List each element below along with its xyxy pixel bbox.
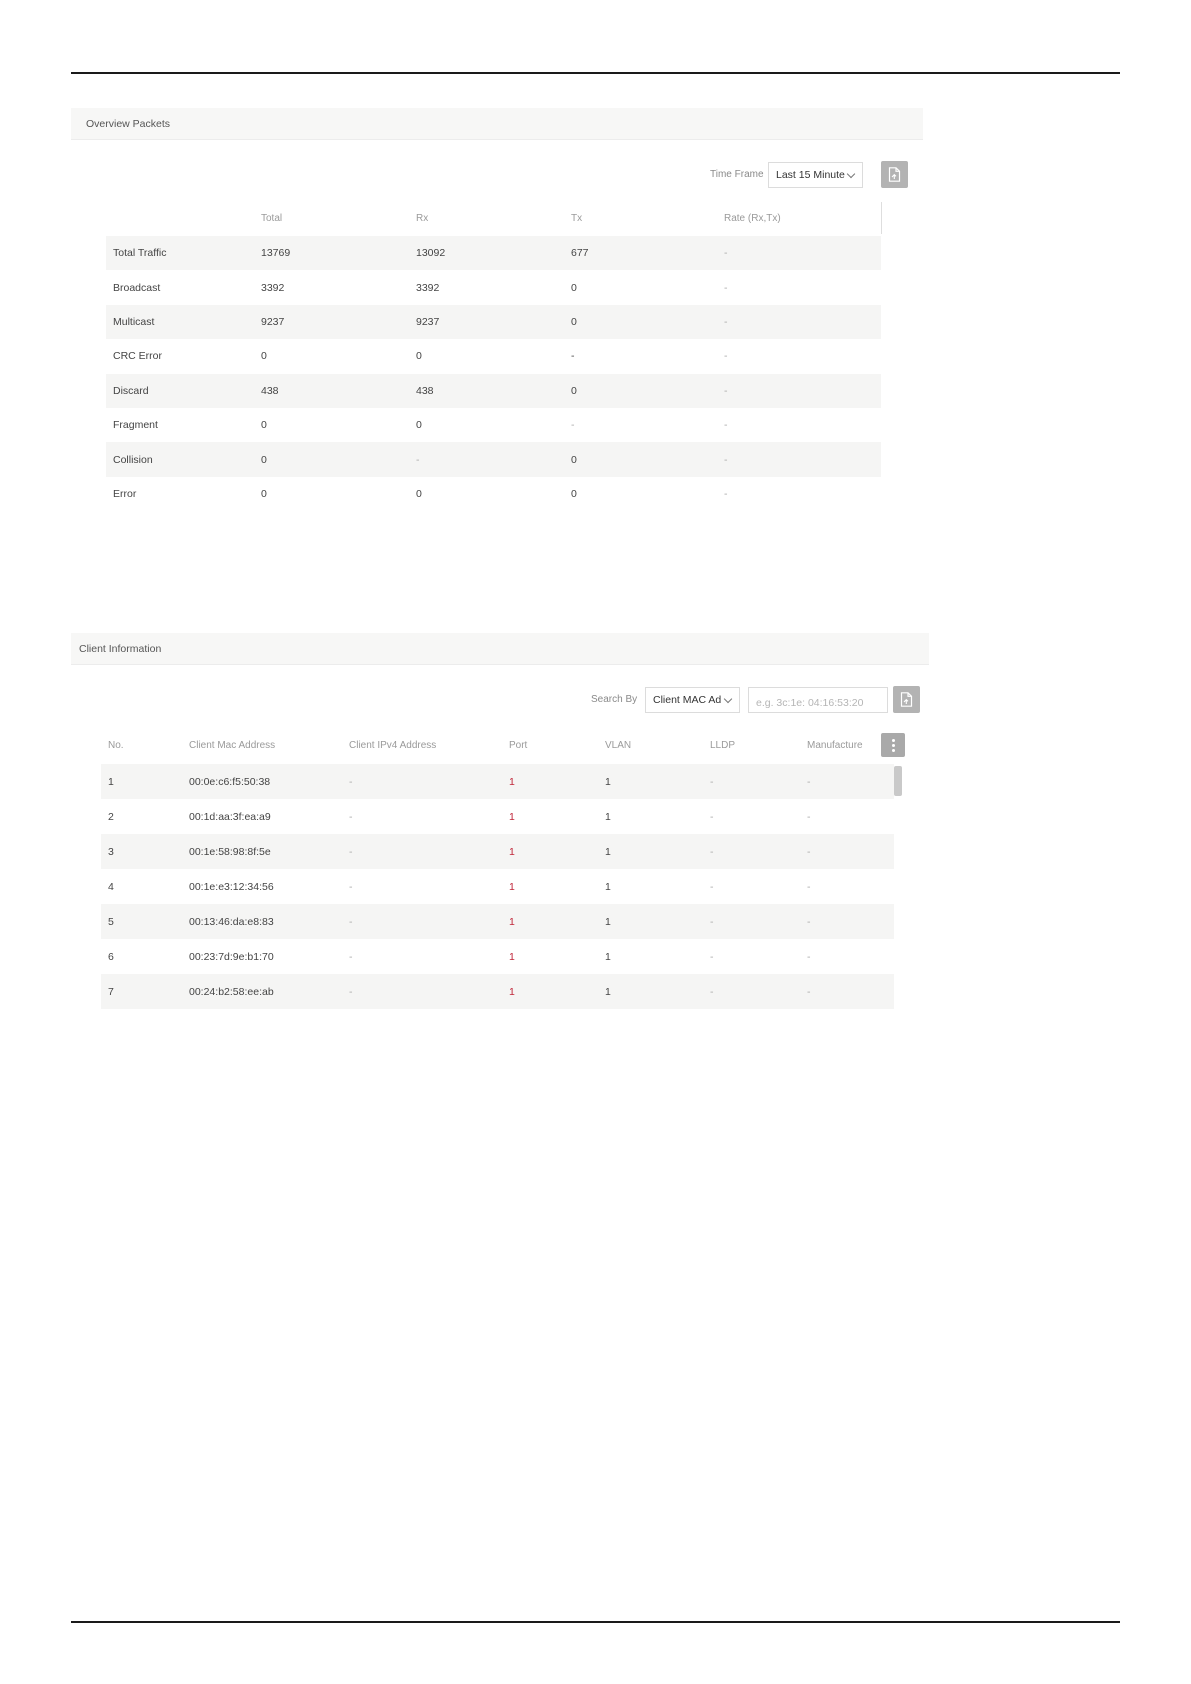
tx-value: 0 [571, 281, 577, 294]
lldp-value: - [710, 810, 714, 823]
rate-value: - [724, 442, 881, 476]
rate-value: - [724, 305, 881, 339]
clients-col-header-vlan: VLAN [605, 739, 632, 751]
client-information-header [71, 633, 929, 665]
scrollbar-thumb[interactable] [894, 766, 902, 796]
table-row [101, 939, 894, 974]
table-row [106, 339, 881, 373]
table-row [106, 374, 881, 408]
table-row [106, 270, 881, 304]
rate-value: - [724, 487, 728, 500]
clients-col-header-no: No. [108, 739, 124, 751]
manufacture-value: - [807, 880, 811, 893]
packets-col-header-total: Total [261, 212, 283, 224]
client-ipv4: - [349, 810, 353, 823]
table-row [106, 442, 881, 476]
vlan-value: 1 [605, 880, 611, 893]
tx-value: 0 [571, 305, 724, 339]
table-row [106, 477, 881, 511]
time-frame-value: Last 15 Minute [776, 169, 845, 181]
tx-value: - [571, 350, 575, 363]
table-row [101, 764, 894, 799]
client-mac: 00:24:b2:58:ee:ab [189, 974, 349, 1009]
packets-col-header-tx: Tx [571, 212, 583, 224]
rx-value: - [416, 442, 571, 476]
packets-col-header-rate: Rate (Rx,Tx) [724, 212, 781, 224]
search-by-select[interactable] [645, 687, 740, 713]
rx-value: 13092 [416, 236, 571, 270]
clients-col-header-ipv4: Client IPv4 Address [349, 739, 437, 751]
vlan-value: 1 [605, 904, 710, 939]
manufacture-value: - [807, 810, 811, 823]
manufacture-value: - [807, 764, 894, 799]
vlan-value: 1 [605, 950, 611, 963]
total-value: 0 [261, 419, 267, 432]
metric-name: Discard [106, 374, 261, 408]
chevron-down-icon [724, 695, 732, 703]
row-number: 7 [101, 974, 189, 1009]
clients-export-button[interactable] [893, 686, 920, 713]
client-ipv4: - [349, 880, 353, 893]
port-link[interactable]: 1 [509, 974, 605, 1009]
client-mac: 00:23:7d:9e:b1:70 [189, 950, 274, 963]
vlan-value: 1 [605, 974, 710, 1009]
port-link[interactable]: 1 [509, 904, 605, 939]
rx-value: 438 [416, 374, 571, 408]
client-information-title: Client Information [79, 643, 162, 655]
manufacture-value: - [807, 950, 811, 963]
overview-packets-title: Overview Packets [86, 118, 171, 130]
port-link[interactable]: 1 [509, 764, 605, 799]
client-mac: 00:1e:e3:12:34:56 [189, 880, 274, 893]
total-value: 3392 [261, 281, 285, 294]
client-mac: 00:13:46:da:e8:83 [189, 904, 349, 939]
metric-name: Multicast [106, 305, 261, 339]
export-document-icon [888, 167, 901, 182]
total-value: 13769 [261, 236, 416, 270]
row-number: 6 [108, 950, 114, 963]
manufacture-value: - [807, 904, 894, 939]
table-row [106, 236, 881, 270]
search-by-value: Client MAC Ad [653, 694, 722, 706]
rx-value: 0 [416, 487, 422, 500]
table-row [101, 869, 894, 904]
table-row [106, 408, 881, 442]
rx-value: 0 [416, 350, 422, 363]
metric-name: Error [113, 487, 137, 500]
row-number: 4 [108, 880, 114, 893]
client-ipv4: - [349, 834, 509, 869]
clients-table-header-row [101, 726, 894, 764]
metric-name: Total Traffic [106, 236, 261, 270]
client-ipv4: - [349, 974, 509, 1009]
rate-value: - [724, 350, 728, 363]
rate-value: - [724, 374, 881, 408]
table-row [106, 305, 881, 339]
packets-export-button[interactable] [881, 161, 908, 188]
tx-value: - [571, 419, 575, 432]
client-ipv4: - [349, 764, 509, 799]
overview-packets-table [106, 200, 881, 511]
row-number: 3 [101, 834, 189, 869]
export-document-icon [900, 692, 913, 707]
rate-value: - [724, 419, 728, 432]
port-link[interactable]: 1 [509, 810, 515, 823]
client-table-scrollbar[interactable] [894, 764, 902, 1009]
lldp-value: - [710, 974, 807, 1009]
manufacture-value: - [807, 834, 894, 869]
metric-name: Broadcast [113, 281, 161, 294]
clients-col-header-manufacture: Manufacture [807, 739, 863, 751]
vlan-value: 1 [605, 834, 710, 869]
overview-packets-header [71, 108, 923, 140]
vlan-value: 1 [605, 764, 710, 799]
client-ipv4: - [349, 904, 509, 939]
client-mac: 00:0e:c6:f5:50:38 [189, 764, 349, 799]
client-mac: 00:1e:58:98:8f:5e [189, 834, 349, 869]
clients-col-header-port: Port [509, 739, 528, 751]
vlan-value: 1 [605, 810, 611, 823]
packets-table-header-row [106, 200, 881, 236]
total-value: 0 [261, 487, 267, 500]
lldp-value: - [710, 950, 714, 963]
clients-col-header-mac: Client Mac Address [189, 739, 276, 751]
client-information-panel [71, 633, 929, 1011]
tx-value: 677 [571, 236, 724, 270]
client-mac: 00:1d:aa:3f:ea:a9 [189, 810, 271, 823]
rx-value: 0 [416, 419, 422, 432]
table-row [101, 834, 894, 869]
page-top-rule [71, 72, 1120, 74]
tx-value: 0 [571, 374, 724, 408]
packets-col-header-metric [106, 200, 261, 236]
port-link[interactable]: 1 [509, 950, 515, 963]
client-information-table [101, 726, 894, 1009]
rx-value: 9237 [416, 305, 571, 339]
metric-name: Fragment [113, 419, 158, 432]
search-by-label: Search By [591, 694, 638, 705]
tx-value: 0 [571, 442, 724, 476]
client-ipv4: - [349, 950, 353, 963]
time-frame-select[interactable] [768, 162, 863, 188]
search-input[interactable] [748, 687, 888, 713]
lldp-value: - [710, 880, 714, 893]
manufacture-value: - [807, 974, 894, 1009]
lldp-value: - [710, 764, 807, 799]
packets-col-header-rx: Rx [416, 212, 429, 224]
rx-value: 3392 [416, 281, 440, 294]
clients-col-header-lldp: LLDP [710, 739, 736, 751]
row-number: 1 [101, 764, 189, 799]
page-bottom-rule [71, 1621, 1120, 1623]
total-value: 438 [261, 374, 416, 408]
table-row [101, 799, 894, 834]
total-value: 9237 [261, 305, 416, 339]
lldp-value: - [710, 834, 807, 869]
table-row [101, 974, 894, 1009]
packets-table-divider [881, 202, 882, 234]
chevron-down-icon [847, 170, 855, 178]
tx-value: 0 [571, 487, 577, 500]
metric-name: CRC Error [113, 350, 162, 363]
lldp-value: - [710, 904, 807, 939]
time-frame-label: Time Frame [710, 169, 764, 180]
row-number: 2 [108, 810, 114, 823]
metric-name: Collision [106, 442, 261, 476]
row-number: 5 [101, 904, 189, 939]
total-value: 0 [261, 350, 267, 363]
port-link[interactable]: 1 [509, 834, 605, 869]
rate-value: - [724, 236, 881, 270]
overview-packets-panel [71, 108, 923, 528]
port-link[interactable]: 1 [509, 880, 515, 893]
total-value: 0 [261, 442, 416, 476]
table-row [101, 904, 894, 939]
rate-value: - [724, 281, 728, 294]
